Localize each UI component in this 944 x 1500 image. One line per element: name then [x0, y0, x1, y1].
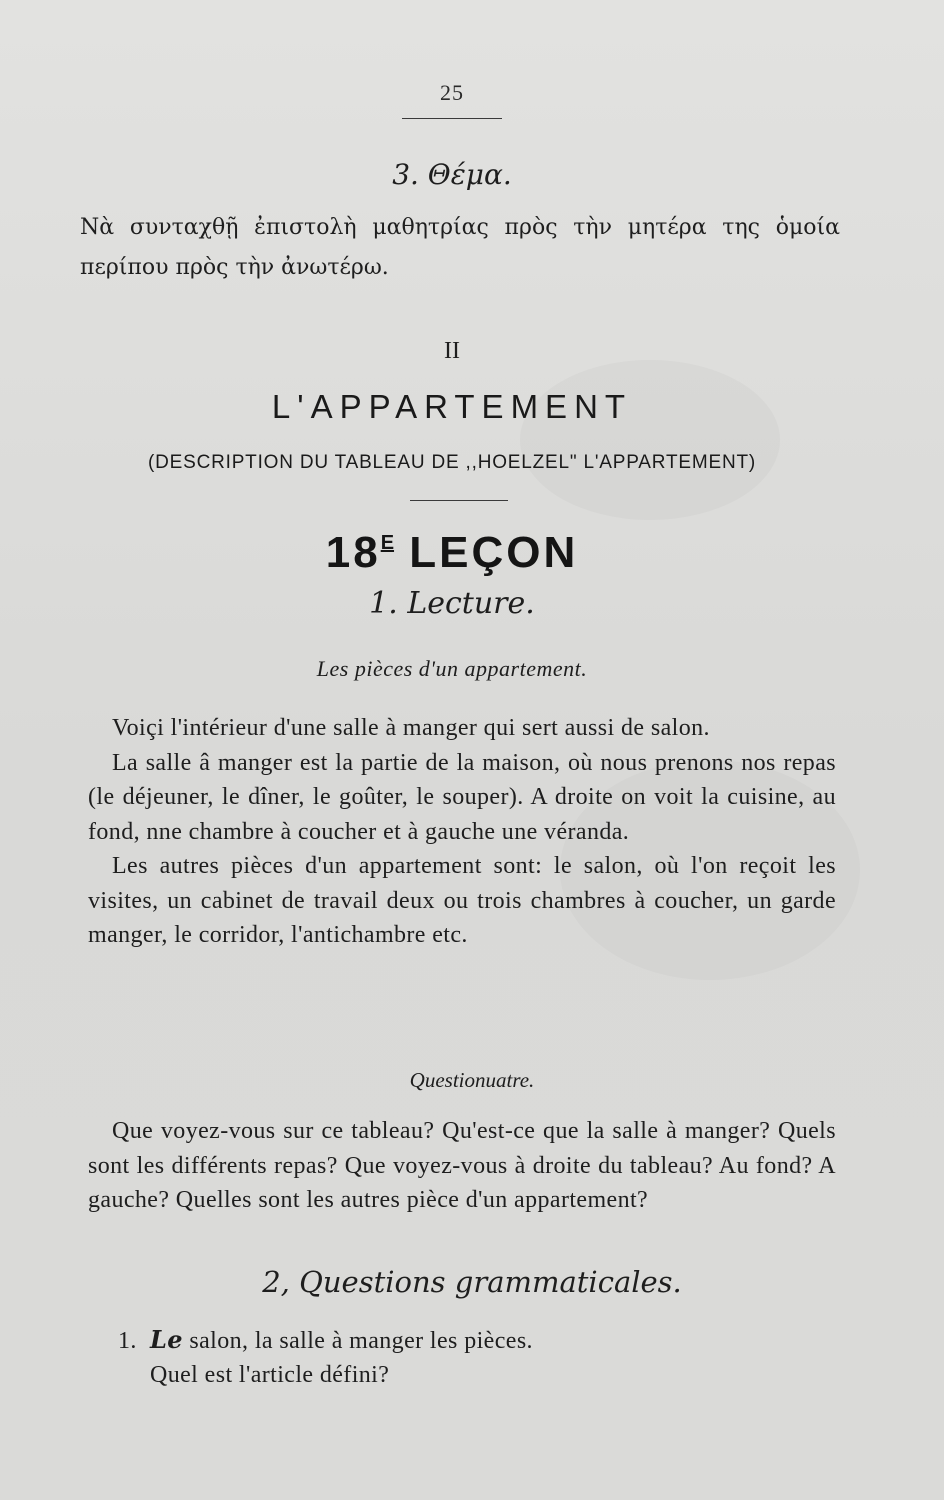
chapter-number: II [444, 338, 460, 364]
reading-paragraph: Les autres pièces d'un appartement sont: le salon, où l'on reçoit les visites, un cabinet de travail deux ou trois chambres à coucher, un garde manger, le corridor, l'antichambre etc. [88, 853, 836, 948]
exercise-heading: 3. Θέμα. [392, 158, 512, 191]
questionnaire-text [88, 1114, 836, 1218]
section-divider [410, 500, 508, 501]
page-stain [520, 360, 780, 520]
reading-section-title: 1. Lecture. [369, 586, 535, 621]
reading-paragraph: La salle â manger est la partie de la maison, où nous prenons nos repas (le déjeuner, le dîner, le goûter, le souper). A droite on voit la cuisine, au fond, nne chambre à coucher et à gauche une véranda. [88, 749, 836, 845]
questionnaire-title: Questionuatre. [409, 1068, 535, 1092]
grammar-item-line [118, 1323, 818, 1358]
chapter-title: L'APPARTEMENT [271, 388, 633, 425]
lesson-number-suffix: E [380, 532, 395, 554]
reading-paragraph: Voiçi l'intérieur d'une salle à manger qui sert aussi de salon. [112, 715, 710, 741]
lesson-number: 18 [325, 528, 381, 577]
lesson-title [0, 528, 904, 578]
reading-text [88, 711, 836, 953]
grammar-item-article: Le [150, 1325, 183, 1354]
page-number-rule [402, 118, 502, 119]
lesson-label: LEÇON [409, 528, 579, 577]
questionnaire-paragraph: Que voyez-vous sur ce tableau? Qu'est-ce que la salle à manger? Quels sont les différents repas? Que voyez-vous à droite du tableau? Au fond? A gauche? Quelles sont les autres pièce d'un appartement? [88, 1118, 836, 1213]
grammar-item [118, 1323, 818, 1392]
reading-title: Les pièces d'un appartement. [316, 656, 588, 681]
grammar-section-title: 2, Questions grammaticales. [262, 1265, 682, 1299]
exercise-text: Νὰ συνταχθῇ ἐπιστολὴ μαθητρίας πρὸς τὴν μητέρα της ὁμοία περίπου πρὸς τὴν ἀνωτέρω. [80, 215, 840, 280]
chapter-subtitle: (DESCRIPTION DU TABLEAU DE ,,HOELZEL" L'APPARTEMENT) [147, 452, 756, 473]
page-number: 25 [440, 80, 464, 105]
grammar-item-question: Quel est l'article défini? [150, 1362, 390, 1388]
grammar-item-number: 1. [118, 1328, 137, 1354]
grammar-item-text: salon, la salle à manger les pièces. [182, 1328, 533, 1354]
